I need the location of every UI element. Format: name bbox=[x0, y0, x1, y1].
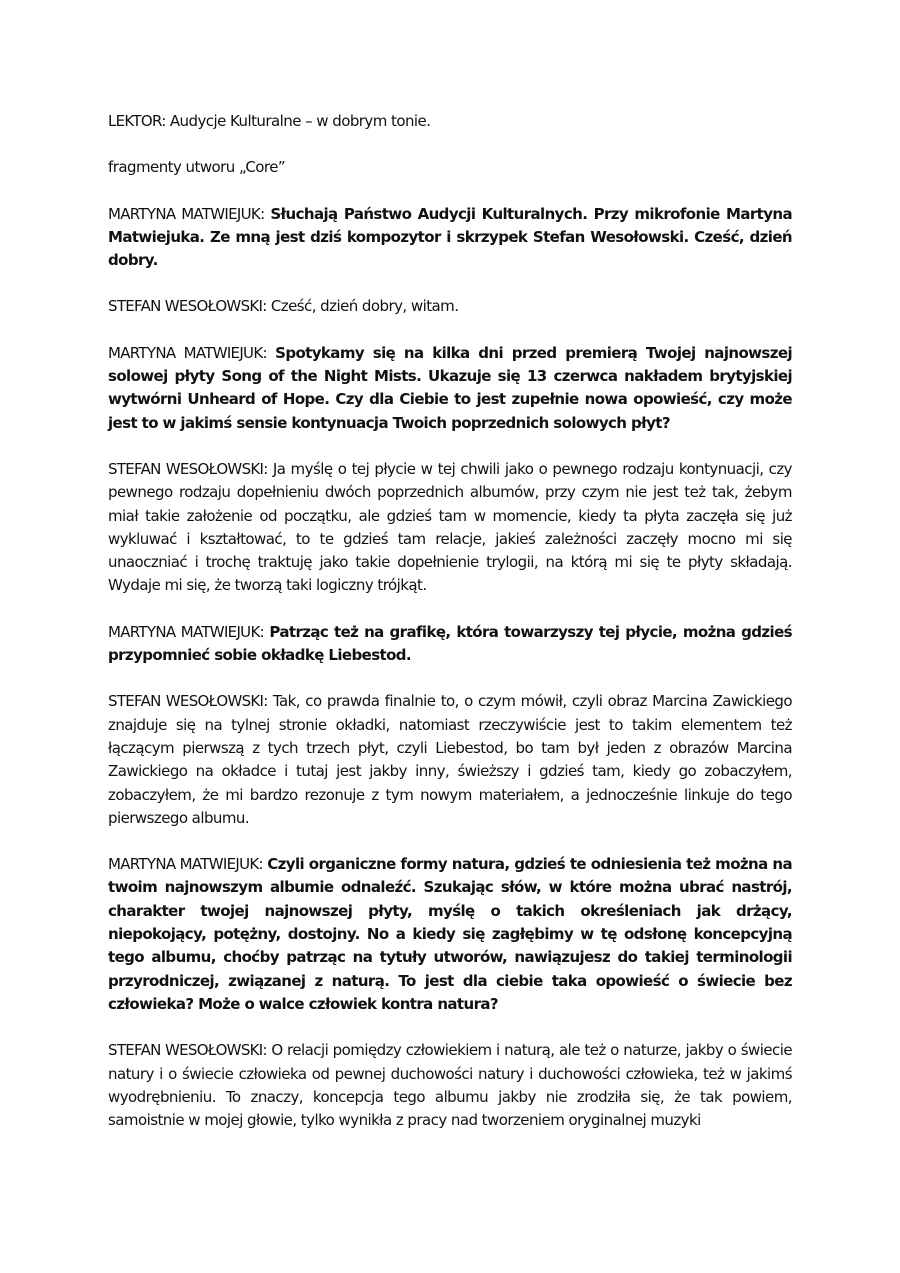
paragraph-answer bbox=[108, 690, 792, 830]
speaker-label: STEFAN WESOŁOWSKI: bbox=[108, 692, 268, 711]
speaker-label: LEKTOR: bbox=[108, 112, 166, 130]
paragraph-question bbox=[108, 342, 792, 435]
paragraph-question bbox=[108, 853, 792, 1016]
question-text: Słuchają Państwo Audycji Kulturalnych. Przy mikrofonie Martyna Matwiejuka. Ze mną jest dziś kompozytor i skrzypek Stefan Wesołowski. Cześć, dzień dobry. bbox=[108, 204, 792, 270]
answer-text: O relacji pomiędzy człowiekiem i naturą, ale też o naturze, jakby o świecie natury i o świecie człowieka od pewnej duchowości natury i duchowości człowieka, też w jakimś wyodrębnieniu. To znaczy, koncepcja tego albumu jakby nie zrodziła się, że tak powiem, samoistnie w mojej głowie, tylko wynikła z pracy nad tworzeniem oryginalnej muzyki bbox=[108, 1041, 792, 1130]
speaker-label: MARTYNA MATWIEJUK: bbox=[108, 855, 263, 874]
paragraph-answer bbox=[108, 295, 792, 318]
transcript-body bbox=[108, 110, 792, 1155]
answer-text: Tak, co prawda finalnie to, o czym mówił, czyli obraz Marcina Zawickiego znajduje się na tylnej stronie okładki, natomiast rzeczywiście jest to takim elementem też łączącym pierwszą z tych trzech płyt, czyli Liebestod, bo tam był jeden z obrazów Marcina Zawickiego na okładce i tutaj jest jakby inny, świeższy i gdzieś tam, kiedy go zobaczyłem, zobaczyłem, że mi bardzo rezonuje z tym nowym materiałem, a jednocześnie linkuje do tego pierwszego albumu. bbox=[108, 692, 793, 827]
paragraph-lektor bbox=[108, 110, 792, 133]
speaker-label: STEFAN WESOŁOWSKI: bbox=[108, 459, 268, 478]
question-text: Czyli organiczne formy natura, gdzieś te odniesienia też można na twoim najnowszym albumie odnaleźć. Szukając słów, w które można ubrać nastrój, charakter twojej najnowszej płyty, myślę o takich określeniach jak drżący, niepokojący, potężny, dostojny. No a kiedy się zagłębimy w tę odsłonę koncepcyjną tego albumu, choćby patrząc na tytuły utworów, nawiązujesz do takiej terminologii przyrodniczej, związanej z naturą. To jest dla ciebie taka opowieść o świecie bez człowieka? Może o walce człowiek kontra natura? bbox=[108, 855, 792, 1013]
speaker-label: MARTYNA MATWIEJUK: bbox=[108, 343, 267, 362]
speaker-label: MARTYNA MATWIEJUK: bbox=[108, 204, 265, 223]
speaker-label: STEFAN WESOŁOWSKI: bbox=[108, 1041, 267, 1060]
speaker-label: STEFAN WESOŁOWSKI: bbox=[108, 297, 267, 316]
paragraph-music-note bbox=[108, 156, 792, 179]
speaker-label: MARTYNA MATWIEJUK: bbox=[108, 622, 264, 641]
answer-text: Ja myślę o tej płycie w tej chwili jako o pewnego rodzaju kontynuacji, czy pewnego rodzaju dopełnieniu dwóch poprzednich albumów, przy czym nie jest też tak, żebym miał takie założenie od początku, ale gdzieś tam w momencie, kiedy ta płyta zaczęła się już wykluwać i kształtować, to te gdzieś tam relacje, jakieś zależności zaczęły mocno mi się unaoczniać i trochę traktuję jako takie dopełnienie trylogii, na którą mi się te płyty składają. Wydaje mi się, że tworzą taki logiczny trójkąt. bbox=[108, 459, 792, 595]
question-text: Spotykamy się na kilka dni przed premierą Twojej najnowszej solowej płyty Song of the Night Mists. Ukazuje się 13 czerwca nakładem brytyjskiej wytwórni Unheard of Hope. Czy dla Ciebie to jest zupełnie nowa opowieść, czy może jest to w jakimś sensie kontynuacja Twoich poprzednich solowych płyt? bbox=[108, 343, 792, 432]
question-text: Patrząc też na grafikę, która towarzyszy tej płycie, można gdzieś przypomnieć sobie okładkę Liebestod. bbox=[108, 622, 792, 665]
paragraph-question bbox=[108, 203, 792, 273]
answer-text: Cześć, dzień dobry, witam. bbox=[270, 297, 459, 316]
paragraph-question bbox=[108, 621, 792, 668]
speech-text: Audycje Kulturalne – w dobrym tonie. bbox=[169, 112, 431, 130]
paragraph-answer bbox=[108, 1039, 792, 1132]
paragraph-answer bbox=[108, 458, 792, 598]
speech-text: fragmenty utworu „Core” bbox=[108, 158, 286, 177]
